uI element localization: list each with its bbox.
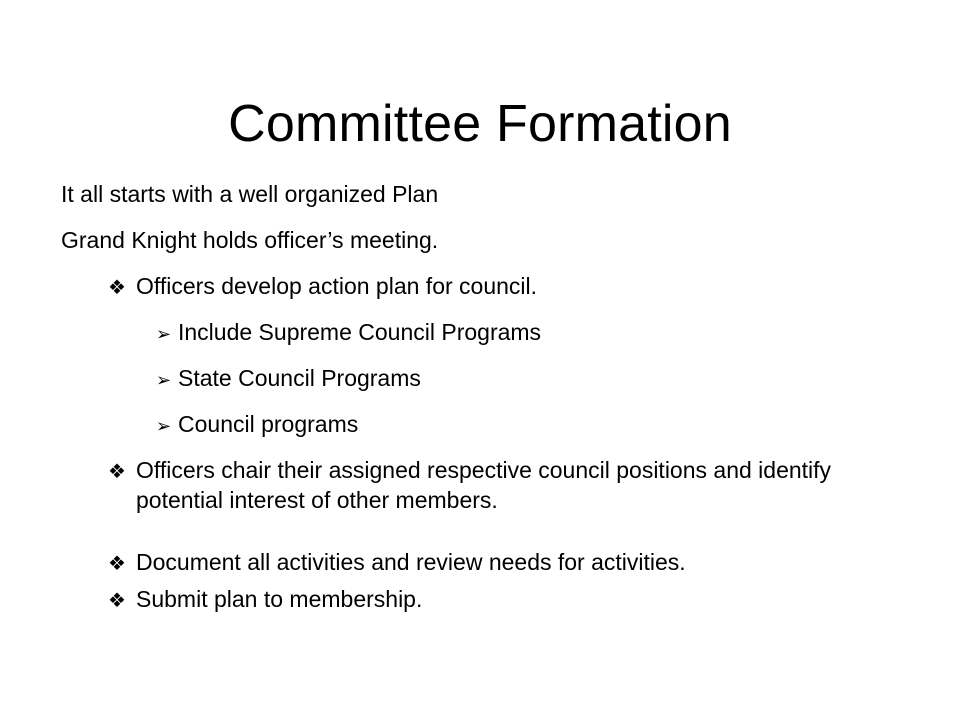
diamond-bullet-icon: ❖ [108,590,126,612]
sub-bullet-text-1: Include Supreme Council Programs [178,319,542,345]
diamond-bullet-icon: ❖ [108,277,126,299]
slide-title: Committee Formation [228,95,732,153]
sub-bullet-item-3 [156,409,358,441]
body-line-2: Grand Knight holds officer’s meeting. [61,227,439,253]
bullet-text-3: Document all activities and review needs for activities. [136,549,686,575]
bullet-text-1: Officers develop action plan for council. [136,273,538,299]
sub-bullet-text-2: State Council Programs [178,365,421,391]
sub-bullet-item-2 [156,363,421,395]
bullet-item-4 [108,584,422,616]
arrow-bullet-icon: ➢ [156,416,172,436]
bullet-text-2: Officers chair their assigned respective council positions and identify potential interest of other members. [136,457,832,513]
sub-bullet-item-1 [156,317,541,349]
bullet-item-1 [108,271,537,303]
arrow-bullet-icon: ➢ [156,324,172,344]
sub-bullet-text-3: Council programs [178,411,359,437]
bullet-text-4: Submit plan to membership. [136,586,423,612]
diamond-bullet-icon: ❖ [108,553,126,575]
body-line-1: It all starts with a well organized Plan [61,181,439,207]
bullet-item-2 [108,455,896,515]
diamond-bullet-icon: ❖ [108,461,126,483]
bullet-item-3 [108,547,686,579]
arrow-bullet-icon: ➢ [156,370,172,390]
